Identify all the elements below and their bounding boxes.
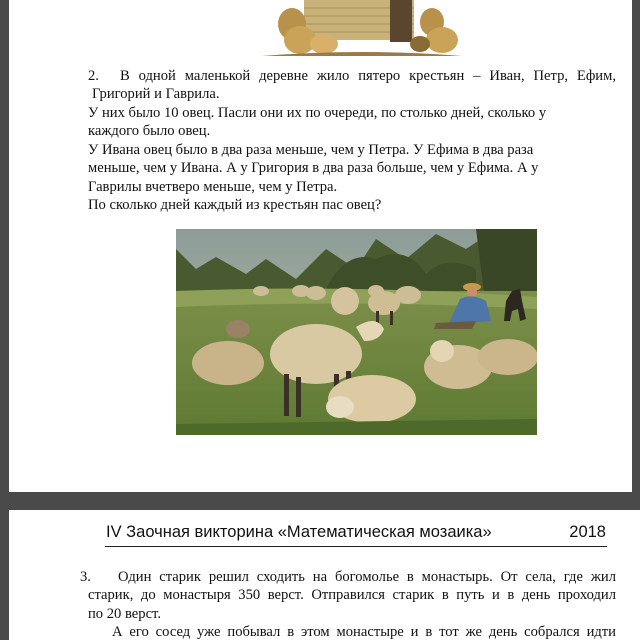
problem-3-line-2: старик, до монастыря 350 верст. Отправился старик в путь и в день проходил: [88, 587, 616, 603]
page-right-border: [632, 0, 640, 492]
problem-2-line-8: По сколько дней каждый из крестьян пас овец?: [88, 197, 382, 213]
problem-2-line-7: Гаврилы вчетверо меньше, чем у Петра.: [88, 179, 338, 195]
problem-2-line-1: В одной маленькой деревне жило пятеро крестьян – Иван, Петр, Ефим,: [120, 68, 616, 84]
header-year: 2018: [569, 523, 606, 541]
problem-3-line-4: А его сосед уже побывал в этом монастыре и в тот же день собрался идти: [112, 624, 616, 640]
problem-2-line-2: Григорий и Гаврила.: [92, 86, 220, 102]
problem-2-line-6: меньше, чем у Ивана. А у Григория в два раза больше, чем у Ефима. А у: [88, 160, 539, 176]
page-left-border: [0, 0, 9, 640]
problem-3-number: 3.: [80, 569, 91, 585]
sheep-painting: [176, 229, 537, 435]
header-rule: [105, 546, 607, 547]
problem-2-number: 2.: [88, 68, 99, 84]
header-title: IV Заочная викторина «Математическая мозаика»: [106, 523, 492, 541]
problem-2-line-5: У Ивана овец было в два раза меньше, чем у Петра. У Ефима в два раза: [88, 142, 534, 158]
problem-2-line-4: каждого было овец.: [88, 123, 211, 139]
grain-house-illustration: [262, 0, 462, 56]
problem-3-line-1: Один старик решил сходить на богомолье в монастырь. От села, где жил: [118, 569, 616, 585]
problem-3-line-3: по 20 верст.: [88, 606, 161, 622]
page-separator: [0, 492, 640, 510]
problem-2-line-3: У них было 10 овец. Пасли они их по очереди, по столько дней, сколько у: [88, 105, 547, 121]
